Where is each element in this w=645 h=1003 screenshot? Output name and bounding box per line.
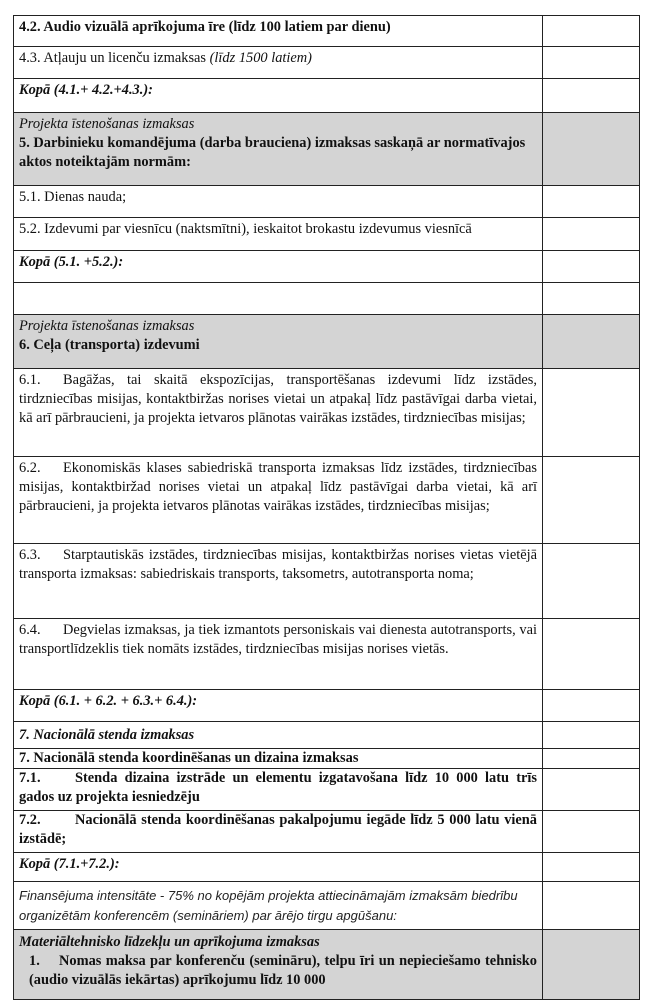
section-header-cell [543,930,640,1000]
row-number: 6.3. [19,547,41,563]
row-label [14,544,543,619]
row-text: Degvielas izmaksas, ja tiek izmantots personiskais vai dienesta autotransports, vai transportlīdzeklis tiek nomāts izstādes, tirdzniecības misijas norises vietās. [19,622,537,657]
row-label [14,769,543,811]
row-text: Bagāžas, tai skaitā ekspozīcijas, transportēšanas izdevumi līdz izstādes, tirdzniecības misijas, kontaktbiržas norises vietai un atpakaļ līdz pastāvīgai darba vietai, kā arī pārbraucieni, ja projekta ietvaros plānotas vairākas izstādes, tirdzniecības misijas; [19,372,537,426]
amount-cell[interactable] [543,369,640,457]
intensity-text: Finansējuma intensitāte - 75% no kopējām projekta attiecināmajām izmaksām biedrību organizētām konferencēm (semināriem) par ārējo tirgu apgūšanu: [19,888,518,923]
section-header-cell [543,315,640,369]
row-label: 5.1. Dienas nauda; [14,186,543,218]
section-header-row [14,315,640,369]
row-text: Nomas maksa par konferenču (semināru), telpu īri un nepieciešamo tehnisko (audio vizuālās iekārtas) aprīkojumu līdz 10 000 [29,953,537,988]
amount-cell[interactable] [543,690,640,722]
amount-cell[interactable] [543,218,640,251]
section-title: Projekta īstenošanas izmaksas [19,116,195,132]
table-row [14,619,640,690]
section-item [19,952,537,990]
row-label [14,619,543,690]
intensity-row [14,882,640,930]
amount-cell[interactable] [543,619,640,690]
row-number: 7.1. [19,770,41,786]
row-label: 5.2. Izdevumi par viesnīcu (naktsmītni), ieskaitot brokastu izdevumus viesnīcā [14,218,543,251]
amount-cell[interactable] [543,722,640,749]
empty-cell [14,283,543,315]
budget-table-page [13,15,635,1000]
section-heading: 6. Ceļa (transporta) izdevumi [19,337,200,353]
section-header-row [14,930,640,1000]
subtotal-row [14,251,640,283]
amount-cell[interactable] [543,186,640,218]
row-number: 1. [29,953,40,969]
section-header-row [14,722,640,749]
amount-cell[interactable] [543,16,640,47]
amount-cell[interactable] [543,749,640,769]
table-row [14,218,640,251]
row-label [14,457,543,544]
row-number: 7.2. [19,812,41,828]
amount-cell[interactable] [543,853,640,882]
table-row [14,186,640,218]
section-heading-row [14,749,640,769]
table-row [14,457,640,544]
section-title: 7. Nacionālā stenda izmaksas [14,722,543,749]
row-label: 4.2. Audio vizuālā aprīkojuma īre (līdz 100 latiem par dienu) [14,16,543,47]
section-header [14,930,543,1000]
section-heading: 5. Darbinieku komandējuma (darba brauciena) izmaksas saskaņā ar normatīvajos aktos noteiktajām normām: [19,135,526,170]
row-text: Ekonomiskās klases sabiedriskā transporta izmaksas līdz izstādes, tirdzniecības misijas, kontaktbiržad norises vietai un atpakaļ līdz pastāvīgai darba vietai, kā arī pārbraucieni, ja projekta ietvaros plānotas vairākas izstādes, tirdzniecības misijas; [19,460,537,514]
amount-cell[interactable] [543,79,640,113]
amount-cell[interactable] [543,251,640,283]
amount-cell[interactable] [543,544,640,619]
section-header-row [14,113,640,186]
intensity-note [14,882,543,930]
row-label [14,811,543,853]
subtotal-label: Kopā (6.1. + 6.2. + 6.3.+ 6.4.): [14,690,543,722]
table-row [14,369,640,457]
row-text: Stenda dizaina izstrāde un elementu izgatavošana līdz 10 000 latu trīs gados uz projekta iesniedzēju [19,770,537,805]
subtotal-label: Kopā (4.1.+ 4.2.+4.3.): [14,79,543,113]
row-text: Nacionālā stenda koordinēšanas pakalpojumu iegāde līdz 5 000 latu vienā izstādē; [19,812,537,847]
row-label-note: (līdz 1500 latiem) [209,50,312,66]
row-number: 6.2. [19,460,41,476]
table-row [14,544,640,619]
section-header [14,315,543,369]
row-label-main: 4.3. Atļauju un licenču izmaksas [19,50,210,66]
amount-cell[interactable] [543,457,640,544]
table-row [14,811,640,853]
subtotal-label: Kopā (7.1.+7.2.): [14,853,543,882]
section-header-cell [543,113,640,186]
table-row [14,47,640,79]
section-heading: 7. Nacionālā stenda koordinēšanas un dizaina izmaksas [14,749,543,769]
row-label [14,47,543,79]
empty-row [14,283,640,315]
amount-cell[interactable] [543,811,640,853]
section-header [14,113,543,186]
table-row [14,769,640,811]
amount-cell[interactable] [543,882,640,930]
row-number: 6.4. [19,622,41,638]
subtotal-row [14,690,640,722]
amount-cell[interactable] [543,47,640,79]
row-text: Starptautiskās izstādes, tirdzniecības misijas, kontaktbiržas norises vietas vietējā transporta izmaksas: sabiedriskais transports, taksometrs, autotransporta noma; [19,547,537,582]
subtotal-row [14,79,640,113]
amount-cell[interactable] [543,283,640,315]
subtotal-row [14,853,640,882]
amount-cell[interactable] [543,769,640,811]
table-row [14,16,640,47]
section-title: Projekta īstenošanas izmaksas [19,318,195,334]
row-number: 6.1. [19,372,41,388]
section-title: Materiāltehnisko līdzekļu un aprīkojuma izmaksas [19,934,320,950]
row-label [14,369,543,457]
subtotal-label: Kopā (5.1. +5.2.): [14,251,543,283]
budget-table [13,15,640,1000]
